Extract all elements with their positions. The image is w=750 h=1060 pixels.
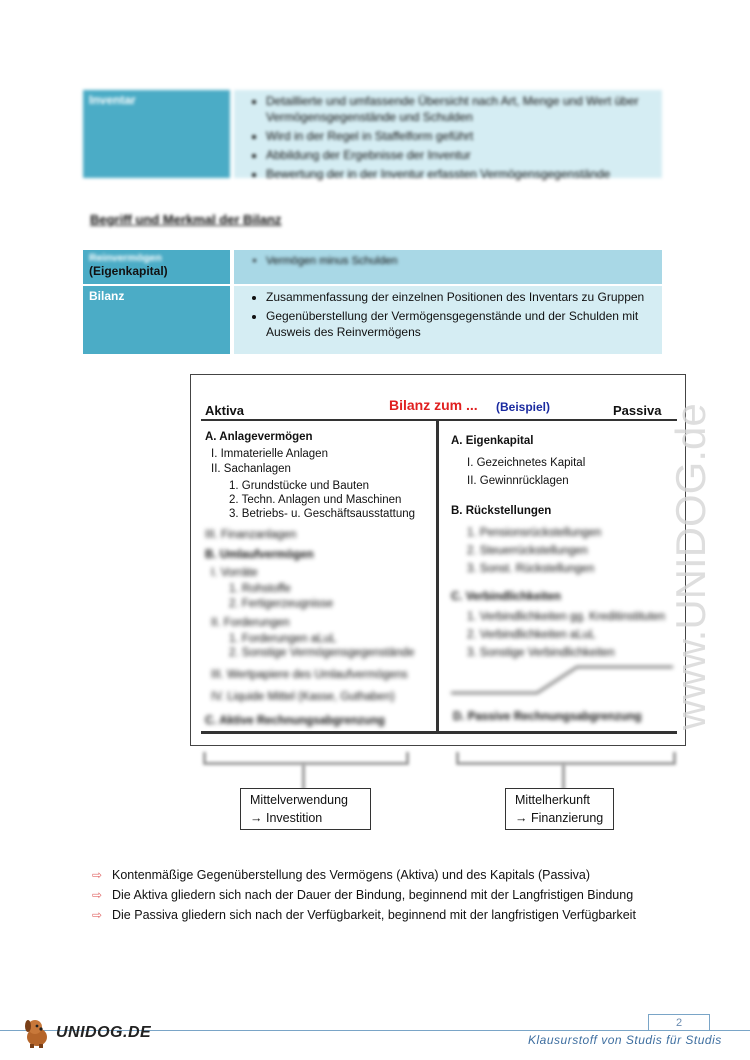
page-number: 2 (648, 1014, 710, 1031)
left-item: III. Finanzanlagen (205, 529, 297, 541)
mittelherkunft-box: Mittelherkunft → Finanzierung (505, 788, 614, 830)
right-item: 2. Steuerrückstellungen (467, 545, 588, 557)
reinvermoegen-label (83, 250, 230, 284)
bilanz-table-row-2 (83, 286, 662, 354)
balance-line (447, 663, 677, 697)
aktiva-label: Aktiva (205, 403, 245, 418)
bilanz-title: Bilanz zum ... (389, 397, 478, 413)
reinvermoegen-bullets (234, 250, 662, 284)
list-item: • Detaillierte und umfassende Übersicht nach Art, Menge und Wert über Vermögensgegenstände und Schulden (266, 93, 656, 125)
notes-list (92, 867, 636, 927)
list-item: ⇨ Die Aktiva gliedern sich nach der Dauer der Bindung, beginnend mit der Langfristigen Bindung (92, 888, 634, 902)
list-item: • Wird in der Regel in Staffelform geführt (266, 128, 656, 144)
list-item: • Bewertung der in der Inventur erfassten Vermögensgegenstände (266, 166, 656, 182)
dog-icon (22, 1017, 52, 1049)
list-item: • Gegenüberstellung der Vermögensgegenstände und der Schulden mit Ausweis des Reinvermögens (266, 308, 656, 340)
inventar-bullets (234, 90, 662, 181)
section-heading: Begriff und Merkmal der Bilanz (90, 212, 282, 227)
right-item: 3. Sonstige Verbindlichkeiten (467, 647, 615, 659)
bilanz-table-row-1 (83, 250, 662, 284)
left-bracket-stem (302, 764, 305, 790)
beispiel-label: (Beispiel) (496, 400, 551, 414)
left-item: A. Anlagevermögen (205, 431, 313, 443)
right-bracket (456, 752, 676, 765)
left-item: 1. Forderungen aLuL (229, 633, 337, 645)
mittelverwendung-box: Mittelverwendung → Investition (240, 788, 371, 830)
list-item: • Zusammenfassung der einzelnen Positionen des Inventars zu Gruppen (266, 289, 656, 305)
right-item: II. Gewinnrücklagen (467, 475, 569, 487)
left-item: B. Umlaufvermögen (205, 549, 314, 561)
bilanz-figure (190, 374, 686, 746)
left-item: IV. Liquide Mittel (Kasse, Guthaben) (211, 691, 395, 703)
logo-text: UNIDOG.DE (56, 1024, 152, 1041)
bilanz-lower-blurred (191, 527, 685, 745)
passiva-label: Passiva (613, 403, 662, 418)
right-item: I. Gezeichnetes Kapital (467, 457, 586, 469)
right-item: B. Rückstellungen (451, 505, 552, 517)
left-item: 2. Fertigerzeugnisse (229, 598, 334, 610)
right-item: 1. Verbindlichkeiten gg. Kreditinstituten (467, 611, 666, 623)
left-item: 2. Techn. Anlagen und Maschinen (229, 494, 402, 506)
reinvermoegen-label-a: Reinvermögen (89, 252, 162, 264)
bilanz-label: Bilanz (83, 286, 230, 354)
left-item: 3. Betriebs- u. Geschäftsausstattung (229, 508, 416, 520)
left-item: C. Aktive Rechnungsabgrenzung (205, 715, 385, 727)
list-item: • Abbildung der Ergebnisse der Inventur (266, 147, 656, 163)
right-item: 1. Pensionsrückstellungen (467, 527, 602, 539)
right-bracket-stem (562, 764, 565, 790)
unidog-logo (22, 1015, 151, 1051)
right-item: D. Passive Rechnungsabgrenzung (453, 711, 642, 723)
inventar-label: Inventar (83, 90, 230, 178)
arrow-right-icon: ⇨ (92, 888, 103, 902)
left-bracket (203, 752, 409, 765)
right-item: 3. Sonst. Rückstellungen (467, 563, 595, 575)
arrow-right-icon: ⇨ (92, 908, 103, 922)
reinvermoegen-label-b: (Eigenkapital) (89, 264, 168, 278)
footer-text: Klausurstoff von Studis für Studis (528, 1033, 722, 1047)
bottom-rule (201, 731, 677, 734)
left-item: II. Forderungen (211, 617, 290, 629)
right-item: C. Verbindlichkeiten (451, 591, 561, 603)
left-item: I. Immaterielle Anlagen (211, 448, 328, 460)
left-item: 2. Sonstige Vermögensgegenstände (229, 647, 415, 659)
list-item: ⇨ Kontenmäßige Gegenüberstellung des Vermögens (Aktiva) und des Kapitals (Passiva) (92, 868, 591, 882)
right-item: A. Eigenkapital (451, 435, 534, 447)
left-item: I. Vorräte (211, 567, 258, 579)
list-item: • Vermögen minus Schulden (266, 253, 656, 269)
arrow-right-icon: ⇨ (92, 868, 103, 882)
watermark (650, 280, 740, 740)
svg-text:www.UNIDOG.de: www.UNIDOG.de (667, 403, 714, 730)
inventar-table (83, 90, 662, 181)
left-item: 1. Grundstücke und Bauten (229, 480, 370, 492)
left-item: 1. Rohstoffe (229, 583, 291, 595)
bilanz-bullets (234, 286, 662, 354)
right-item: 2. Verbindlichkeiten aLuL (467, 629, 596, 641)
left-item: III. Wertpapiere des Umlaufvermögens (211, 669, 408, 681)
header-divider (201, 419, 677, 421)
left-item: II. Sachanlagen (211, 463, 291, 475)
list-item: ⇨ Die Passiva gliedern sich nach der Verfügbarkeit, beginnend mit der langfristigen Verfügbarkeit (92, 908, 636, 922)
